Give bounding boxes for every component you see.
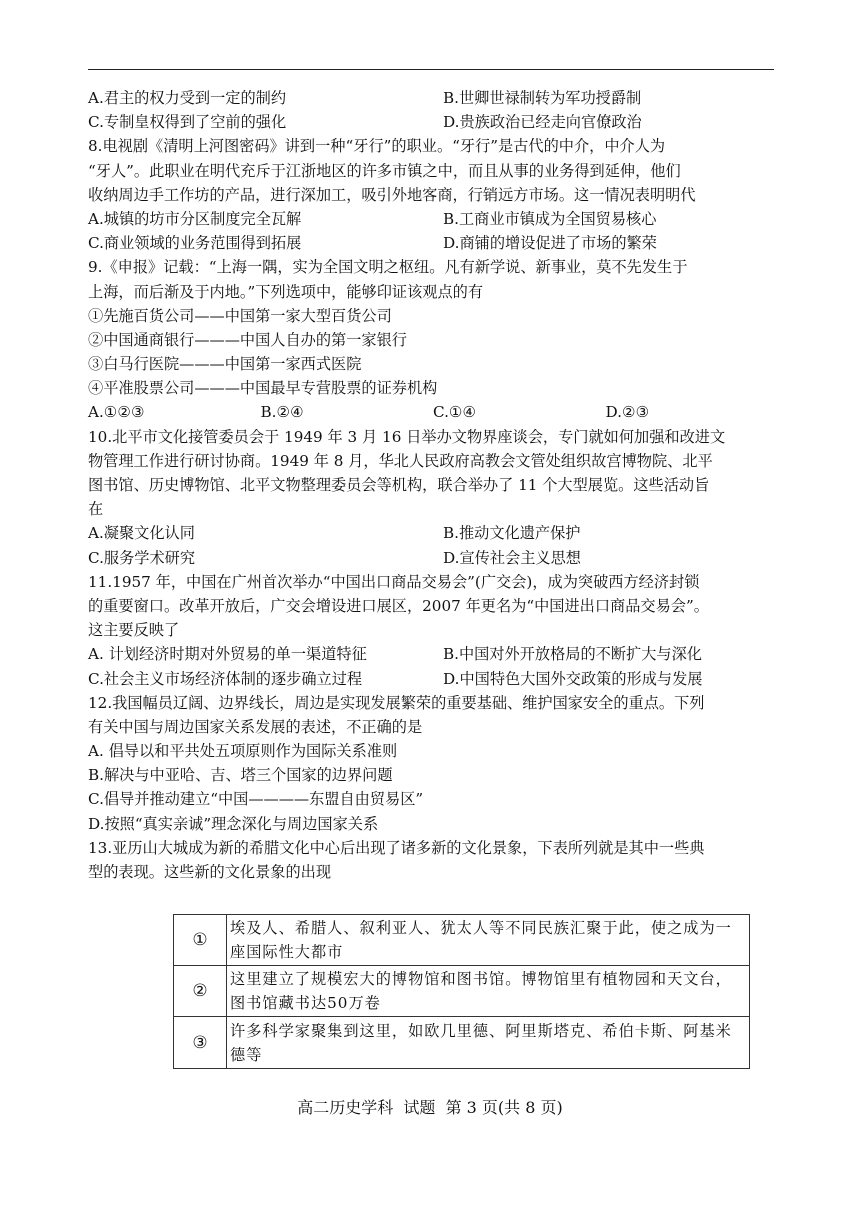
q11-options-row1 (88, 642, 778, 666)
q7-option-a[interactable]: A.君主的权力受到一定的制约 (88, 89, 287, 107)
q10-stem-line: 10.北平市文化接管委员会于 1949 年 3 月 16 日举办文物界座谈会，专门就如何加强和改进文 (88, 427, 726, 446)
q9-item: ②中国通商银行———中国人自办的第一家银行 (88, 330, 407, 349)
q9-option-c[interactable]: C.①④ (433, 403, 477, 422)
q12-stem-line: 有关中国与周边国家关系发展的表述，不正确的是 (88, 717, 423, 736)
q12-stem-line: 12.我国幅员辽阔、边界线长，周边是实现发展繁荣的重要基础、维护国家安全的重点。下列 (88, 693, 705, 712)
q10-option-b[interactable]: B.推动文化遗产保护 (443, 524, 581, 543)
q11-option-c[interactable]: C.社会主义市场经济体制的逐步确立过程 (88, 669, 363, 688)
q8-option-a[interactable]: A.城镇的坊市分区制度完全瓦解 (88, 209, 302, 228)
q13-stem-line: 13.亚历山大城成为新的希腊文化中心后出现了诸多新的文化景象，下表所列就是其中一些典 (88, 838, 705, 857)
question-content (88, 86, 778, 884)
q9-stem-line: 上海，而后渐及于内地。”下列选项中，能够印证该观点的有 (88, 282, 484, 301)
q11-option-b[interactable]: B.中国对外开放格局的不断扩大与深化 (443, 645, 702, 664)
table-row (174, 1017, 750, 1069)
q10-stem-line: 物管理工作进行研讨协商。1949 年 8 月，华北人民政府高教会文管处组织故宫博物院、北平 (88, 451, 713, 470)
q7-option-c[interactable]: C.专制皇权得到了空前的强化 (88, 113, 287, 132)
q7-options-row2 (88, 110, 778, 134)
q10-stem-line: 在 (88, 500, 104, 519)
q9-option-b[interactable]: B.②④ (260, 403, 304, 422)
q7-options-row1 (88, 86, 778, 110)
q11-option-d[interactable]: D.中国特色大国外交政策的形成与发展 (443, 669, 703, 688)
q9-option-d[interactable]: D.②③ (605, 403, 650, 422)
q9-item: ①先施百货公司——中国第一家大型百货公司 (88, 306, 392, 325)
q10-option-c[interactable]: C.服务学术研究 (88, 548, 196, 567)
table-cell-text: 这里建立了规模宏大的博物馆和图书馆。博物馆里有植物园和天文台，图书馆藏书达50万卷 (227, 966, 750, 1017)
table-cell-text: 埃及人、希腊人、叙利亚人、犹太人等不同民族汇聚于此，使之成为一座国际性大都市 (227, 915, 750, 966)
q9-options (88, 400, 778, 424)
q7-option-d[interactable]: D.贵族政治已经走向官僚政治 (443, 113, 642, 132)
table-cell-number: ① (174, 915, 227, 966)
q12-option-b[interactable]: B.解决与中亚哈、吉、塔三个国家的边界问题 (88, 766, 393, 785)
q12-option-c[interactable]: C.倡导并推动建立“中国————东盟自由贸易区” (88, 790, 424, 809)
q8-option-c[interactable]: C.商业领域的业务范围得到拓展 (88, 234, 302, 253)
q11-stem-line: 这主要反映了 (88, 621, 180, 640)
q10-stem-line: 图书馆、历史博物馆、北平文物整理委员会等机构，联合举办了 11 个大型展览。这些活动旨 (88, 476, 710, 494)
table-row (174, 966, 750, 1017)
q11-stem-line: 的重要窗口。改革开放后，广交会增设进口展区，2007 年更名为“中国进出口商品交易会”。 (88, 596, 709, 615)
q11-options-row2 (88, 667, 778, 691)
q8-stem-line: 8.电视剧《清明上河图密码》讲到一种“牙行”的职业。“牙行”是古代的中介，中介人为 (88, 137, 666, 156)
q7-option-b[interactable]: B.世卿世禄制转为军功授爵制 (443, 89, 642, 107)
table-cell-text: 许多科学家聚集到这里，如欧几里德、阿里斯塔克、希伯卡斯、阿基米德等 (227, 1017, 750, 1069)
q9-item: ④平准股票公司———中国最早专营股票的证券机构 (88, 379, 438, 398)
q8-option-d[interactable]: D.商铺的增设促进了市场的繁荣 (443, 234, 657, 253)
q13-table (173, 914, 750, 1069)
q10-options-row2 (88, 546, 778, 570)
q8-option-b[interactable]: B.工商业市镇成为全国贸易核心 (443, 209, 657, 228)
header-rule (88, 69, 774, 70)
q9-item: ③白马行医院———中国第一家西式医院 (88, 355, 362, 374)
table-row (174, 915, 750, 966)
q11-option-a[interactable]: A. 计划经济时期对外贸易的单一渠道特征 (88, 645, 367, 664)
q10-options-row1 (88, 521, 778, 545)
page-footer: 高二历史学科 试题 第 3 页(共 8 页) (297, 1098, 563, 1117)
q9-stem-line: 9.《申报》记载：“上海一隅，实为全国文明之枢纽。凡有新学说、新事业，莫不先发生于 (88, 258, 688, 277)
q10-option-a[interactable]: A.凝聚文化认同 (88, 524, 195, 543)
q8-options-row1 (88, 207, 778, 231)
q12-option-d[interactable]: D.按照“真实亲诚”理念深化与周边国家关系 (88, 814, 379, 833)
q8-options-row2 (88, 231, 778, 255)
table-cell-number: ③ (174, 1017, 227, 1069)
q8-stem-line: 收纳周边手工作坊的产品，进行深加工，吸引外地客商，行销远方市场。这一情况表明明代 (88, 185, 696, 204)
q13-stem-line: 型的表现。这些新的文化景象的出现 (88, 863, 331, 881)
table-cell-number: ② (174, 966, 227, 1017)
q8-stem-line: “牙人”。此职业在明代充斥于江浙地区的许多市镇之中，而且从事的业务得到延伸，他们 (88, 161, 681, 180)
q9-option-a[interactable]: A.①②③ (88, 403, 145, 422)
q10-option-d[interactable]: D.宣传社会主义思想 (443, 548, 581, 567)
q11-stem-line: 11.1957 年，中国在广州首次举办“中国出口商品交易会”(广交会)，成为突破西方经济封锁 (88, 572, 700, 591)
q12-option-a[interactable]: A. 倡导以和平共处五项原则作为国际关系准则 (88, 742, 398, 761)
